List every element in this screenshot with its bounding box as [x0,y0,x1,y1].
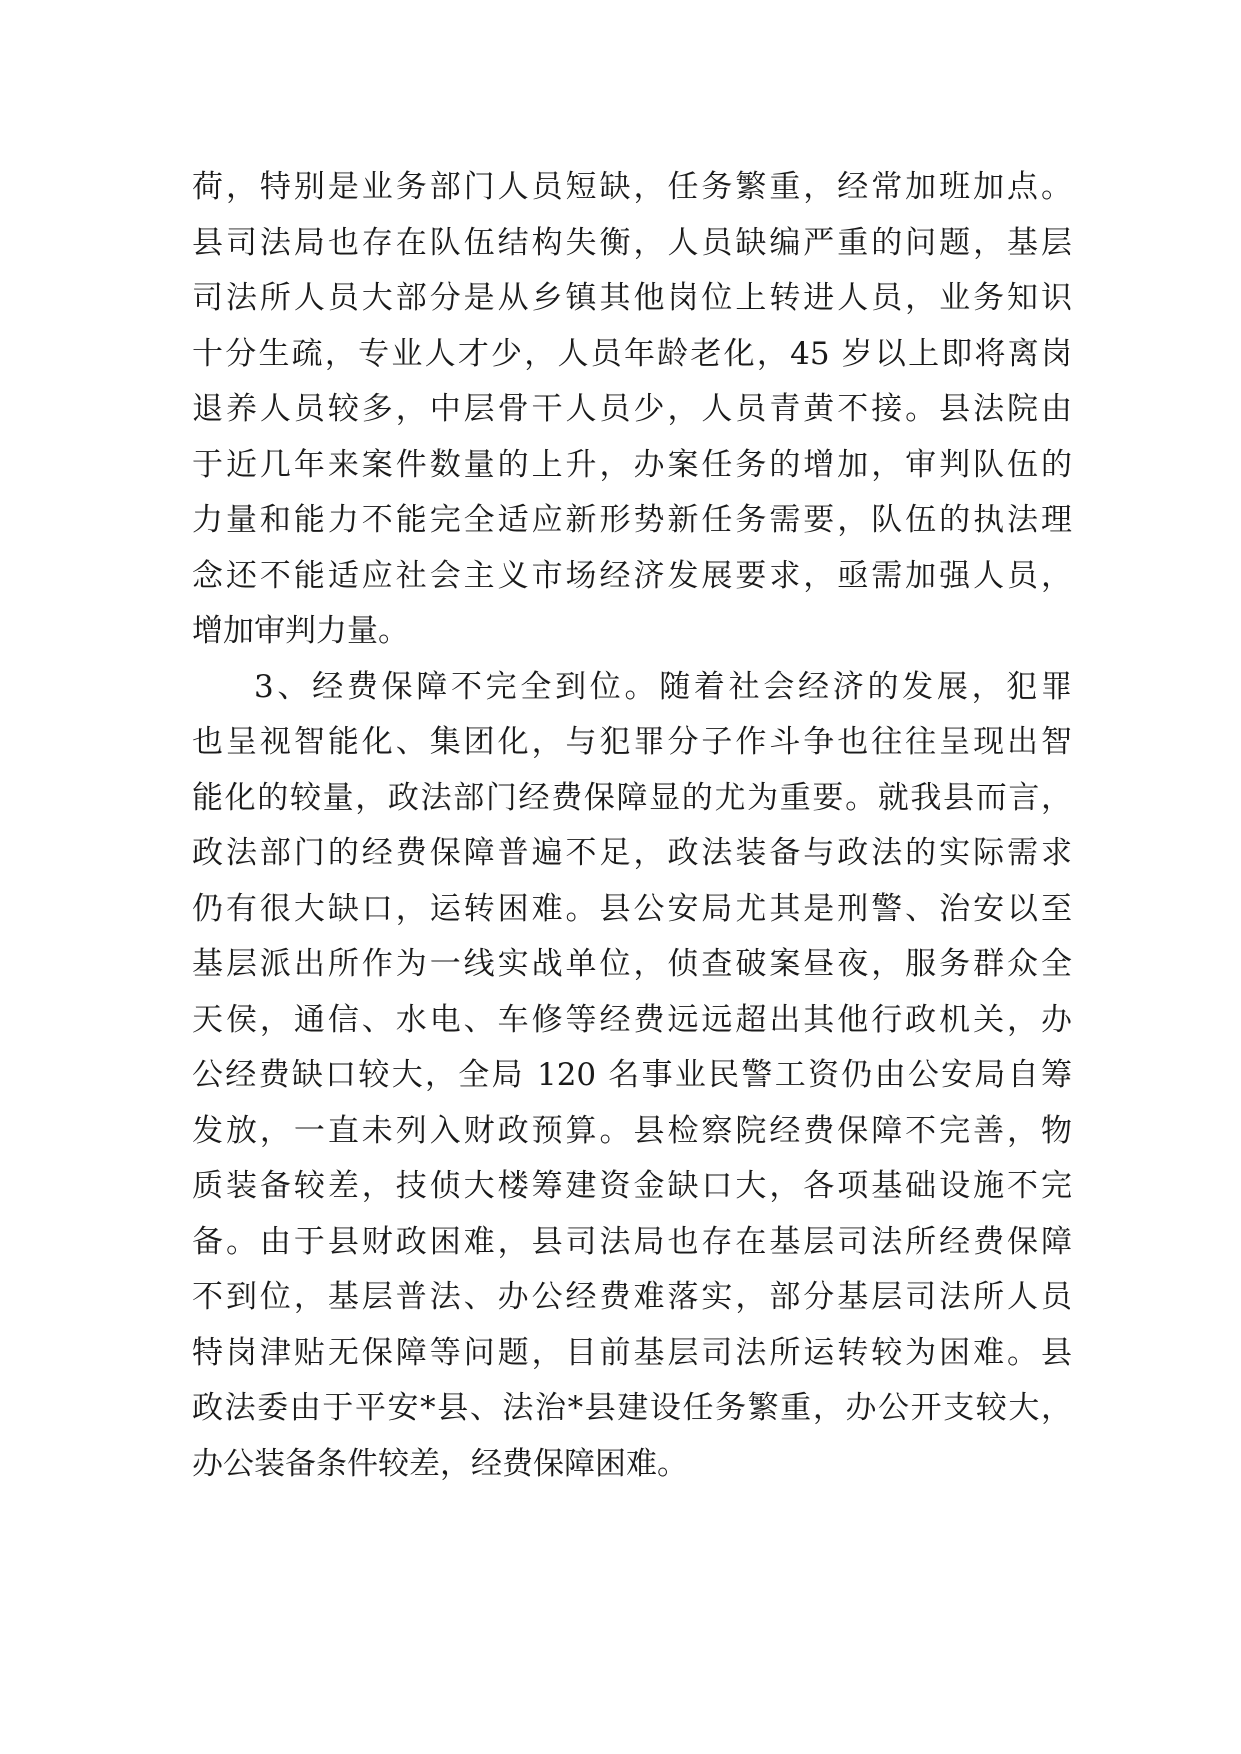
text-line: 不到位，基层普法、办公经费难落实，部分基层司法所人员 [192,1279,1072,1315]
text-line: 于近几年来案件数量的上升，办案任务的增加，审判队伍的 [192,446,1072,483]
body-text [192,160,1072,1492]
paragraph-funding [192,660,1072,1493]
text-line: 退养人员较多，中层骨干人员少，人员青黄不接。县法院由 [192,391,1072,427]
paragraph-staffing [192,160,1072,660]
text-line: 办公装备条件较差，经费保障困难。 [192,1445,688,1482]
text-line: 增加审判力量。 [192,613,409,649]
text-line: 荷，特别是业务部门人员短缺，任务繁重，经常加班加点。 [192,169,1072,205]
text-line: 政法部门的经费保障普遍不足，政法装备与政法的实际需求 [192,835,1072,871]
text-line: 发放，一直未列入财政预算。县检察院经费保障不完善，物 [192,1112,1072,1149]
text-line: 特岗津贴无保障等问题，目前基层司法所运转较为困难。县 [192,1334,1072,1371]
text-line: 公经费缺口较大，全局 120 名事业民警工资仍由公安局自筹 [192,1057,1072,1093]
text-line: 基层派出所作为一线实战单位，侦查破案昼夜，服务群众全 [192,946,1072,982]
text-line: 念还不能适应社会主义市场经济发展要求，亟需加强人员， [192,557,1072,594]
text-line: 政法委由于平安*县、法治*县建设任务繁重，办公开支较大， [192,1390,1072,1426]
text-line: 天侯，通信、水电、车修等经费远远超出其他行政机关，办 [192,1001,1072,1038]
text-line: 县司法局也存在队伍结构失衡，人员缺编严重的问题，基层 [192,224,1072,261]
text-line: 也呈视智能化、集团化，与犯罪分子作斗争也往往呈现出智 [192,724,1072,760]
text-line: 能化的较量，政法部门经费保障显的尤为重要。就我县而言， [192,779,1072,816]
text-line: 司法所人员大部分是从乡镇其他岗位上转进人员，业务知识 [192,280,1072,316]
text-line: 备。由于县财政困难，县司法局也存在基层司法所经费保障 [192,1223,1072,1260]
text-line: 力量和能力不能完全适应新形势新任务需要，队伍的执法理 [192,502,1072,538]
text-line: 质装备较差，技侦大楼筹建资金缺口大，各项基础设施不完 [192,1168,1072,1204]
text-line: 仍有很大缺口，运转困难。县公安局尤其是刑警、治安以至 [192,890,1072,927]
text-line: 十分生疏，专业人才少，人员年龄老化，45 岁以上即将离岗 [192,335,1072,372]
text-line: 3、经费保障不完全到位。随着社会经济的发展，犯罪 [254,668,1072,705]
